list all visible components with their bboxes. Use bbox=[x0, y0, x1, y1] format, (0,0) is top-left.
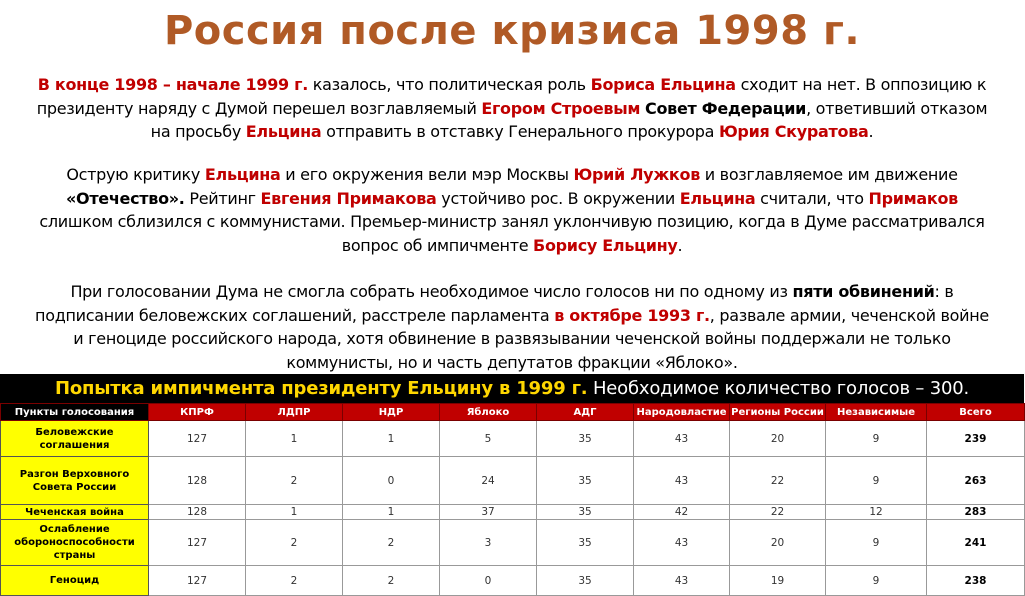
cell: 12 bbox=[826, 505, 927, 520]
text: отправить в отставку Генерального прокурора bbox=[321, 122, 719, 142]
text: и геноциде российского народа, хотя обвинение в развязывании чеченской войны поддержали не только bbox=[73, 329, 951, 349]
cell: 128 bbox=[149, 505, 246, 520]
cell: 1 bbox=[246, 505, 343, 520]
text: Рейтинг bbox=[184, 188, 261, 208]
cell: 22 bbox=[730, 457, 826, 505]
cell: 1 bbox=[246, 421, 343, 457]
cell: 5 bbox=[440, 421, 537, 457]
col-header: Пункты голосования bbox=[1, 404, 149, 421]
cell: 0 bbox=[440, 566, 537, 596]
text: . bbox=[868, 122, 874, 142]
total-cell: 238 bbox=[927, 566, 1025, 596]
col-header: КПРФ bbox=[149, 404, 246, 421]
cell: 37 bbox=[440, 505, 537, 520]
total-cell: 283 bbox=[927, 505, 1025, 520]
col-header: ЛДПР bbox=[246, 404, 343, 421]
text: Острую критику bbox=[66, 165, 205, 184]
name-highlight: Ельцина bbox=[204, 165, 281, 184]
total-cell: 263 bbox=[927, 457, 1025, 505]
banner-title: Попытка импичмента президенту Ельцину в 1999 г. bbox=[54, 378, 588, 399]
slide-title: Россия после кризиса 1998 г. bbox=[163, 8, 861, 54]
cell: 35 bbox=[537, 505, 634, 520]
text: устойчиво рос. В окружении bbox=[436, 188, 680, 208]
cell: 1 bbox=[343, 505, 440, 520]
name-highlight: Егором Строевым bbox=[481, 98, 641, 118]
table-row bbox=[1, 505, 1025, 520]
cell: 2 bbox=[246, 457, 343, 505]
cell: 43 bbox=[634, 457, 730, 505]
col-header: Всего bbox=[927, 404, 1025, 421]
row-label: Ослабление обороноспособности страны bbox=[1, 520, 149, 566]
col-header: Независимые bbox=[826, 404, 927, 421]
text: подписании беловежских соглашений, расстреле парламента bbox=[35, 305, 555, 325]
cell: 22 bbox=[730, 505, 826, 520]
cell: 35 bbox=[537, 566, 634, 596]
bold-text: пяти обвинений bbox=[792, 282, 935, 301]
paragraph-3 bbox=[0, 280, 1024, 374]
cell: 2 bbox=[343, 566, 440, 596]
name-highlight: Бориса Ельцина bbox=[590, 75, 736, 94]
text: президенту наряду с Думой перешел возглавляемый bbox=[36, 98, 482, 118]
cell: 127 bbox=[149, 566, 246, 596]
text: слишком сблизился с коммунистами. Премьер-министр занял уклончивую позицию, когда в Думе рассматривался bbox=[39, 212, 985, 232]
paragraph-1 bbox=[0, 73, 1024, 144]
cell: 19 bbox=[730, 566, 826, 596]
impeachment-table-section bbox=[0, 374, 1024, 587]
col-header: АДГ bbox=[537, 404, 634, 421]
name-highlight: Ельцина bbox=[245, 122, 322, 142]
cell: 9 bbox=[826, 457, 927, 505]
date-highlight: в октябре 1993 г. bbox=[554, 305, 710, 325]
name-highlight: Евгения Примакова bbox=[260, 188, 437, 208]
text: . bbox=[677, 235, 683, 255]
text: : в bbox=[934, 282, 954, 301]
bold-text: «Отечество». bbox=[65, 188, 185, 208]
table-row bbox=[1, 457, 1025, 505]
cell: 20 bbox=[730, 421, 826, 457]
cell: 9 bbox=[826, 520, 927, 566]
name-highlight: Борису Ельцину bbox=[533, 235, 678, 255]
text: и возглавляемое им движение bbox=[700, 165, 958, 184]
cell: 35 bbox=[537, 457, 634, 505]
banner-note: Необходимое количество голосов – 300. bbox=[587, 378, 970, 399]
text: считали, что bbox=[755, 188, 869, 208]
row-label: Геноцид bbox=[1, 566, 149, 596]
name-highlight: Юрий Лужков bbox=[573, 165, 701, 184]
cell: 9 bbox=[826, 421, 927, 457]
total-cell: 241 bbox=[927, 520, 1025, 566]
col-header: Яблоко bbox=[440, 404, 537, 421]
row-label: Чеченская война bbox=[1, 505, 149, 520]
name-highlight: Ельцина bbox=[679, 188, 756, 208]
cell: 35 bbox=[537, 421, 634, 457]
cell: 127 bbox=[149, 421, 246, 457]
text: При голосовании Дума не смогла собрать необходимое число голосов ни по одному из bbox=[70, 282, 793, 301]
table-row bbox=[1, 421, 1025, 457]
cell: 43 bbox=[634, 566, 730, 596]
cell: 3 bbox=[440, 520, 537, 566]
paragraph-2 bbox=[0, 163, 1024, 257]
text: коммунисты, но и часть депутатов фракции «Яблоко». bbox=[286, 352, 738, 372]
name-highlight: Примаков bbox=[868, 188, 959, 208]
bold-text: Совет Федерации bbox=[645, 98, 807, 118]
table-header-row bbox=[1, 404, 1025, 421]
col-header: Народовластие bbox=[634, 404, 730, 421]
text: , ответивший отказом bbox=[806, 98, 988, 118]
cell: 20 bbox=[730, 520, 826, 566]
cell: 42 bbox=[634, 505, 730, 520]
text: вопрос об импичменте bbox=[341, 235, 534, 255]
table-banner bbox=[0, 374, 1024, 403]
votes-table bbox=[0, 403, 1025, 596]
cell: 127 bbox=[149, 520, 246, 566]
name-highlight: Юрия Скуратова bbox=[718, 122, 869, 142]
row-label: Беловежские соглашения bbox=[1, 421, 149, 457]
table-row bbox=[1, 566, 1025, 596]
text: сходит на нет. В оппозицию к bbox=[735, 75, 987, 94]
cell: 9 bbox=[826, 566, 927, 596]
cell: 2 bbox=[246, 520, 343, 566]
text: , развале армии, чеченской войне bbox=[709, 305, 989, 325]
date-highlight: В конце 1998 – начале 1999 г. bbox=[37, 75, 308, 94]
cell: 43 bbox=[634, 421, 730, 457]
col-header: НДР bbox=[343, 404, 440, 421]
cell: 2 bbox=[246, 566, 343, 596]
cell: 128 bbox=[149, 457, 246, 505]
total-cell: 239 bbox=[927, 421, 1025, 457]
col-header: Регионы России bbox=[730, 404, 826, 421]
table-row bbox=[1, 520, 1025, 566]
cell: 24 bbox=[440, 457, 537, 505]
cell: 43 bbox=[634, 520, 730, 566]
text: казалось, что политическая роль bbox=[308, 75, 591, 94]
cell: 0 bbox=[343, 457, 440, 505]
text: и его окружения вели мэр Москвы bbox=[280, 165, 574, 184]
text: на просьбу bbox=[150, 122, 246, 142]
cell: 1 bbox=[343, 421, 440, 457]
cell: 35 bbox=[537, 520, 634, 566]
row-label: Разгон Верховного Совета России bbox=[1, 457, 149, 505]
cell: 2 bbox=[343, 520, 440, 566]
